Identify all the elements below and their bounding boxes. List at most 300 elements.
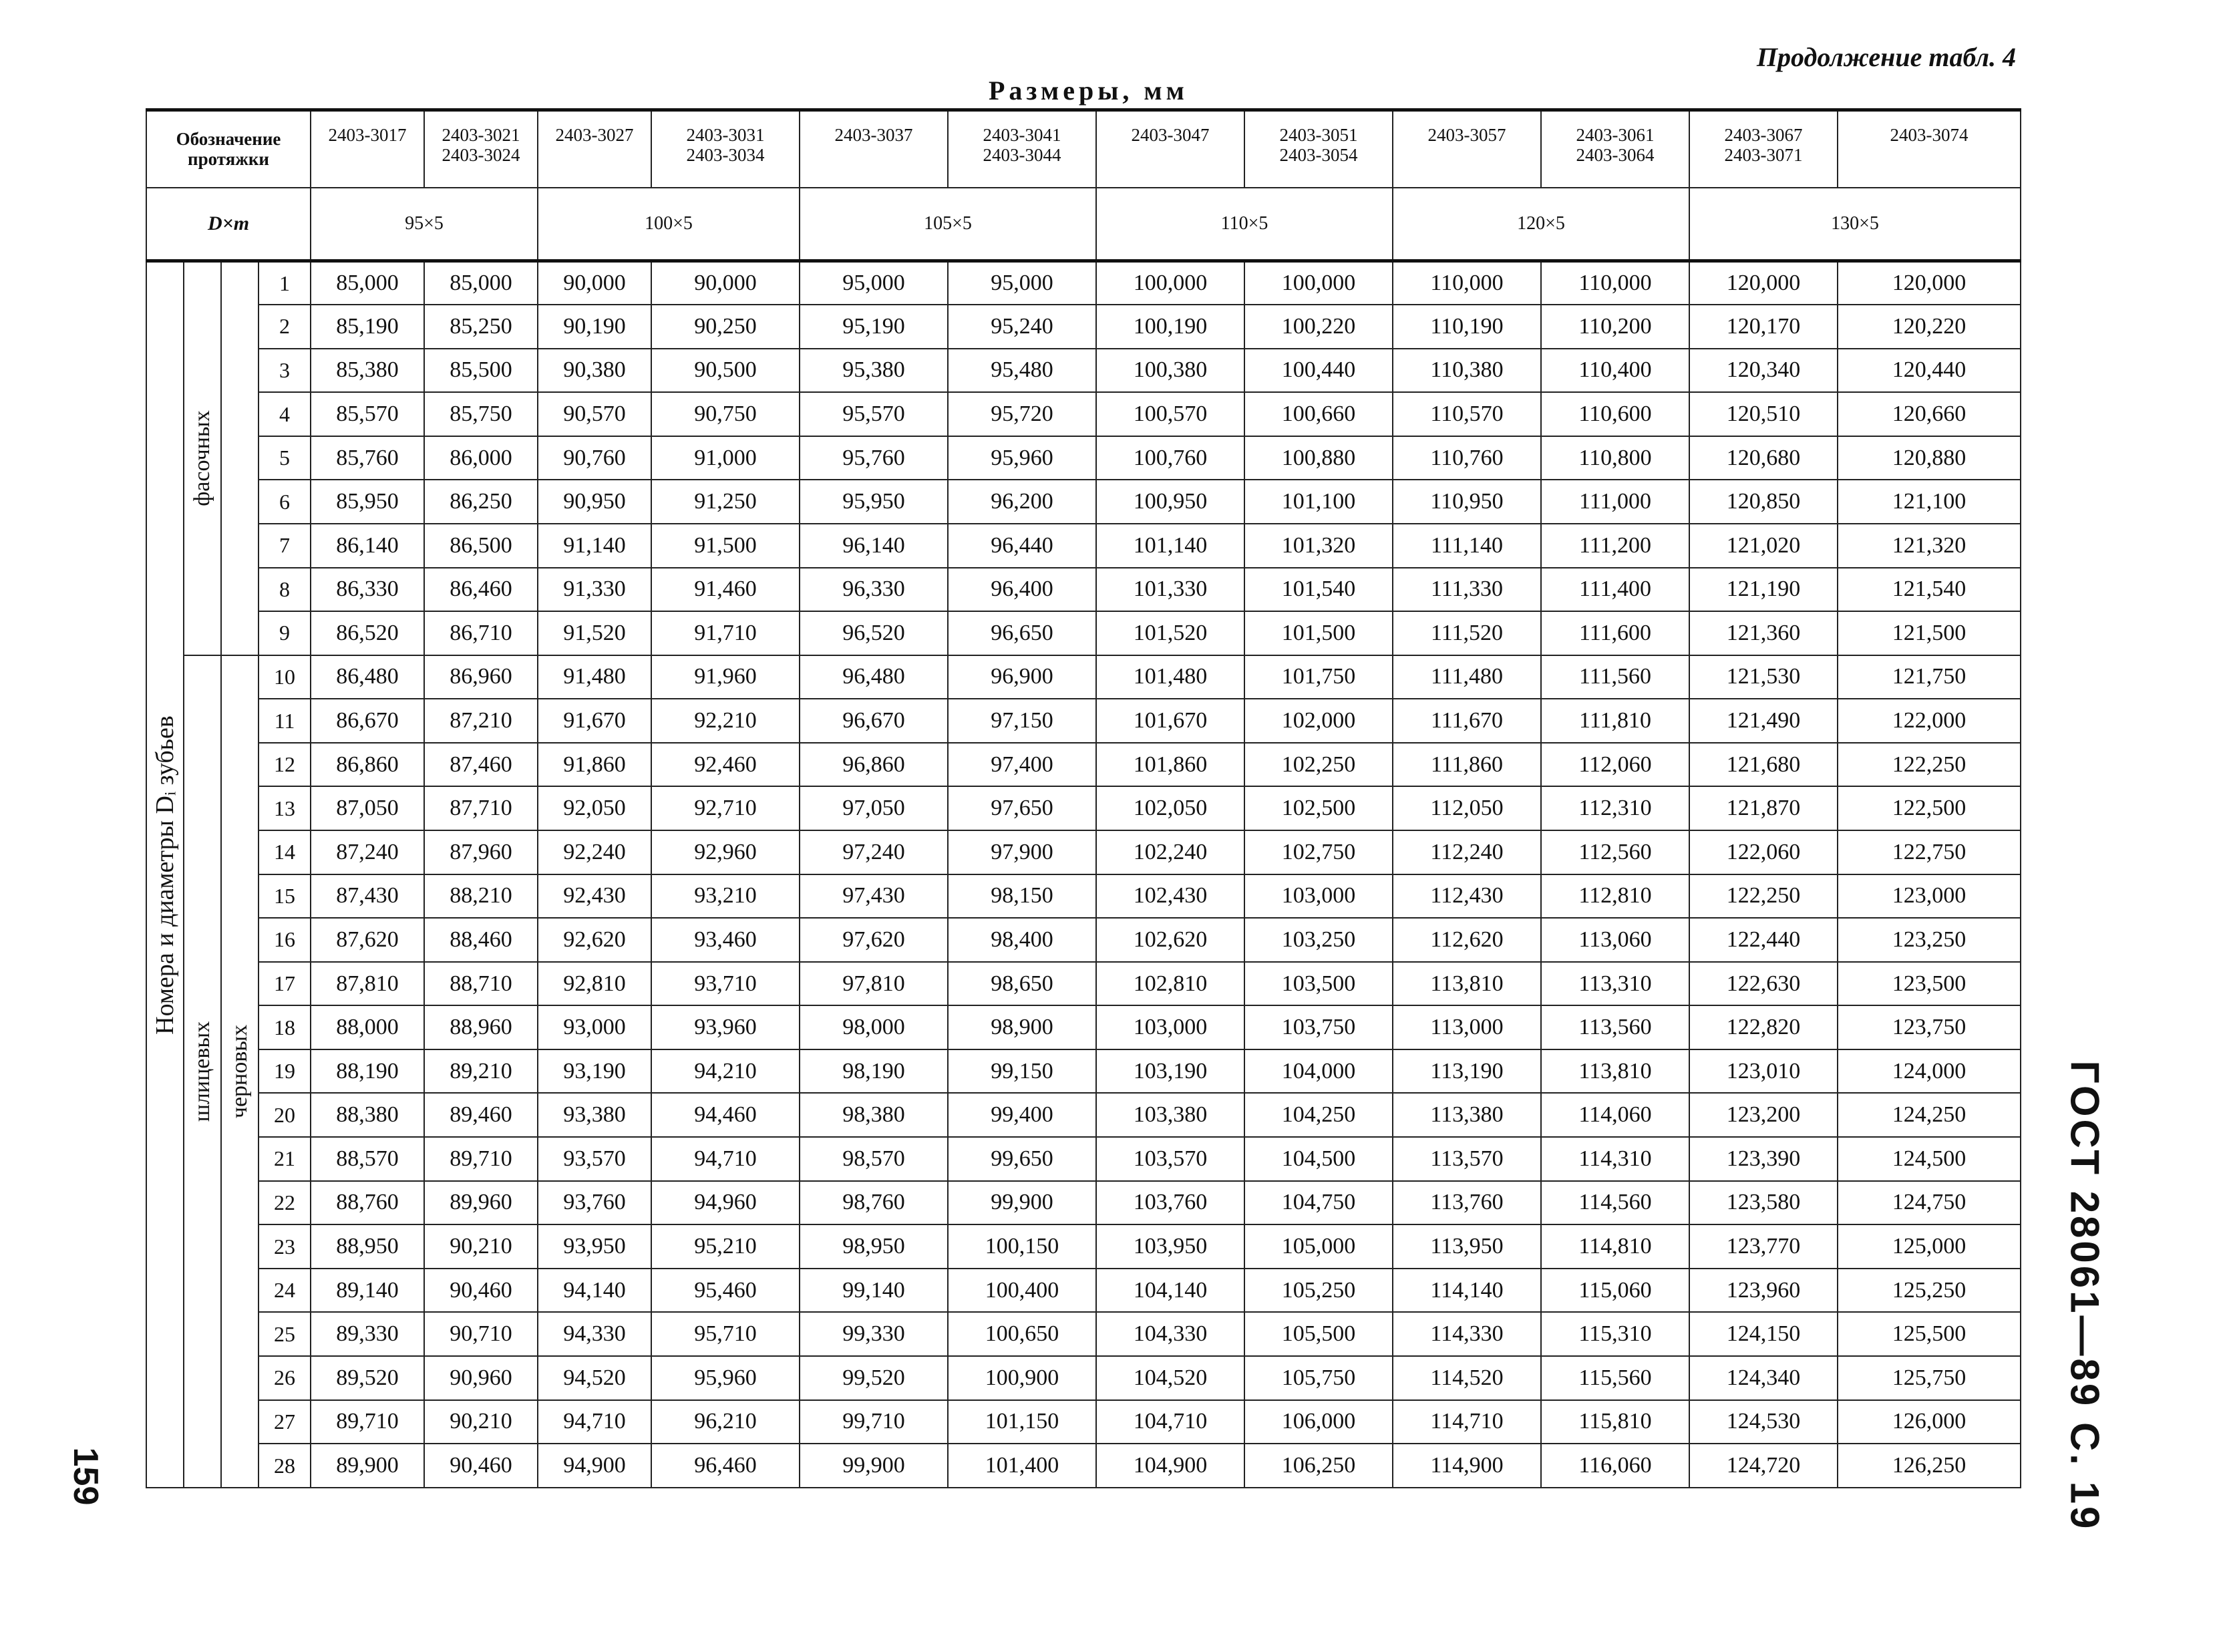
diameter-cell: 96,210 xyxy=(651,1400,800,1444)
diameter-cell: 120,340 xyxy=(1689,349,1838,393)
tooth-number: 21 xyxy=(259,1137,311,1181)
diameter-cell: 90,210 xyxy=(424,1224,538,1269)
diameter-cell: 113,760 xyxy=(1393,1181,1541,1225)
diameter-cell: 98,380 xyxy=(800,1093,948,1137)
diameter-cell: 103,950 xyxy=(1096,1224,1244,1269)
diameter-cell: 99,900 xyxy=(948,1181,1096,1225)
diameter-cell: 85,760 xyxy=(311,436,424,480)
tooth-number: 4 xyxy=(259,392,311,436)
column-code: 2403-3017 xyxy=(311,110,424,188)
diameter-cell: 91,140 xyxy=(538,524,651,568)
tooth-number: 13 xyxy=(259,786,311,830)
diameter-cell: 102,250 xyxy=(1244,743,1393,787)
table-row xyxy=(146,1312,2021,1356)
designation-label: Обозначение протяжки xyxy=(146,110,311,188)
diameter-cell: 97,810 xyxy=(800,962,948,1006)
diameter-cell: 100,880 xyxy=(1244,436,1393,480)
diameter-cell: 110,570 xyxy=(1393,392,1541,436)
diameter-cell: 92,050 xyxy=(538,786,651,830)
diameter-cell: 113,950 xyxy=(1393,1224,1541,1269)
diameter-cell: 86,000 xyxy=(424,436,538,480)
diameter-cell: 100,380 xyxy=(1096,349,1244,393)
diameter-cell: 125,250 xyxy=(1838,1269,2021,1313)
diameter-cell: 104,900 xyxy=(1096,1444,1244,1488)
diameter-cell: 112,620 xyxy=(1393,918,1541,962)
diameter-cell: 91,860 xyxy=(538,743,651,787)
diameter-cell: 100,760 xyxy=(1096,436,1244,480)
diameter-cell: 95,760 xyxy=(800,436,948,480)
row-label-shaped xyxy=(184,261,221,655)
diameter-cell: 124,530 xyxy=(1689,1400,1838,1444)
diameter-cell: 120,000 xyxy=(1689,261,1838,305)
diameter-cell: 100,570 xyxy=(1096,392,1244,436)
diameter-cell: 90,000 xyxy=(651,261,800,305)
column-code: 2403-3057 xyxy=(1393,110,1541,188)
diameter-cell: 111,140 xyxy=(1393,524,1541,568)
diameter-cell: 110,190 xyxy=(1393,305,1541,349)
tooth-number: 28 xyxy=(259,1444,311,1488)
table-row xyxy=(146,480,2021,524)
diameter-cell: 99,150 xyxy=(948,1049,1096,1094)
diameter-cell: 103,000 xyxy=(1096,1005,1244,1049)
diameter-cell: 103,190 xyxy=(1096,1049,1244,1094)
tooth-number: 17 xyxy=(259,962,311,1006)
diameter-cell: 87,810 xyxy=(311,962,424,1006)
table-body xyxy=(146,261,2021,1488)
diameter-cell: 95,460 xyxy=(651,1269,800,1313)
diameter-cell: 100,660 xyxy=(1244,392,1393,436)
diameter-cell: 85,950 xyxy=(311,480,424,524)
diameter-cell: 101,750 xyxy=(1244,655,1393,699)
diameter-cell: 95,210 xyxy=(651,1224,800,1269)
tooth-number: 19 xyxy=(259,1049,311,1094)
table-row xyxy=(146,1269,2021,1313)
table-row xyxy=(146,1005,2021,1049)
diameter-cell: 106,250 xyxy=(1244,1444,1393,1488)
diameter-cell: 86,960 xyxy=(424,655,538,699)
diameter-cell: 122,500 xyxy=(1838,786,2021,830)
diameter-cell: 96,670 xyxy=(800,699,948,743)
diameter-cell: 105,750 xyxy=(1244,1356,1393,1400)
table-row xyxy=(146,699,2021,743)
diameter-cell: 102,500 xyxy=(1244,786,1393,830)
table-row xyxy=(146,1093,2021,1137)
diameter-cell: 88,380 xyxy=(311,1093,424,1137)
diameter-cell: 100,950 xyxy=(1096,480,1244,524)
diameter-cell: 121,680 xyxy=(1689,743,1838,787)
diameter-cell: 123,750 xyxy=(1838,1005,2021,1049)
diameter-cell: 124,340 xyxy=(1689,1356,1838,1400)
diameter-cell: 95,480 xyxy=(948,349,1096,393)
column-code: 2403-3067 2403-3071 xyxy=(1689,110,1838,188)
diameter-cell: 93,000 xyxy=(538,1005,651,1049)
diameter-cell: 101,520 xyxy=(1096,611,1244,655)
diameter-cell: 113,000 xyxy=(1393,1005,1541,1049)
diameter-cell: 120,510 xyxy=(1689,392,1838,436)
diameter-cell: 86,710 xyxy=(424,611,538,655)
diameter-cell: 100,150 xyxy=(948,1224,1096,1269)
tooth-number: 7 xyxy=(259,524,311,568)
diameter-cell: 125,750 xyxy=(1838,1356,2021,1400)
diameter-cell: 101,150 xyxy=(948,1400,1096,1444)
tooth-number: 26 xyxy=(259,1356,311,1400)
table-row xyxy=(146,962,2021,1006)
dm-row xyxy=(146,188,2021,261)
diameter-cell: 97,430 xyxy=(800,874,948,919)
diameter-cell: 122,250 xyxy=(1838,743,2021,787)
row-label-spline xyxy=(184,655,221,1488)
units-caption: Размеры, мм xyxy=(989,75,1188,106)
diameter-cell: 99,520 xyxy=(800,1356,948,1400)
diameter-cell: 122,250 xyxy=(1689,874,1838,919)
diameter-cell: 95,720 xyxy=(948,392,1096,436)
diameter-cell: 120,220 xyxy=(1838,305,2021,349)
diameter-cell: 98,190 xyxy=(800,1049,948,1094)
diameter-cell: 94,460 xyxy=(651,1093,800,1137)
diameter-cell: 95,950 xyxy=(800,480,948,524)
tooth-number: 22 xyxy=(259,1181,311,1225)
table-row xyxy=(146,568,2021,612)
diameter-cell: 126,250 xyxy=(1838,1444,2021,1488)
diameter-cell: 96,480 xyxy=(800,655,948,699)
tooth-number: 23 xyxy=(259,1224,311,1269)
diameter-cell: 89,710 xyxy=(424,1137,538,1181)
diameter-cell: 121,530 xyxy=(1689,655,1838,699)
diameter-cell: 89,330 xyxy=(311,1312,424,1356)
row-label-shaped-text: фасочных xyxy=(190,410,214,507)
diameter-cell: 91,460 xyxy=(651,568,800,612)
diameter-cell: 94,710 xyxy=(651,1137,800,1181)
gost-marker xyxy=(2041,1060,2128,1532)
table-row xyxy=(146,305,2021,349)
diameter-cell: 113,810 xyxy=(1541,1049,1689,1094)
diameter-cell: 113,810 xyxy=(1393,962,1541,1006)
diameter-cell: 121,100 xyxy=(1838,480,2021,524)
diameter-cell: 86,860 xyxy=(311,743,424,787)
tooth-number: 1 xyxy=(259,261,311,305)
diameter-cell: 110,950 xyxy=(1393,480,1541,524)
diameter-cell: 120,440 xyxy=(1838,349,2021,393)
table-row xyxy=(146,436,2021,480)
diameter-cell: 112,560 xyxy=(1541,830,1689,874)
diameter-cell: 91,670 xyxy=(538,699,651,743)
diameter-cell: 89,520 xyxy=(311,1356,424,1400)
diameter-cell: 88,760 xyxy=(311,1181,424,1225)
diameter-cell: 95,190 xyxy=(800,305,948,349)
tooth-number: 2 xyxy=(259,305,311,349)
diameter-cell: 113,310 xyxy=(1541,962,1689,1006)
row-label-main xyxy=(146,261,184,1488)
diameter-cell: 126,000 xyxy=(1838,1400,2021,1444)
diameter-cell: 91,330 xyxy=(538,568,651,612)
diameter-cell: 104,000 xyxy=(1244,1049,1393,1094)
diameter-cell: 97,650 xyxy=(948,786,1096,830)
diameter-cell: 99,400 xyxy=(948,1093,1096,1137)
diameter-cell: 123,770 xyxy=(1689,1224,1838,1269)
diameter-cell: 111,480 xyxy=(1393,655,1541,699)
diameter-cell: 110,600 xyxy=(1541,392,1689,436)
diameter-cell: 100,000 xyxy=(1244,261,1393,305)
diameter-cell: 90,950 xyxy=(538,480,651,524)
tooth-number: 12 xyxy=(259,743,311,787)
diameter-cell: 93,950 xyxy=(538,1224,651,1269)
diameter-cell: 90,000 xyxy=(538,261,651,305)
diameter-cell: 88,950 xyxy=(311,1224,424,1269)
diameter-cell: 113,560 xyxy=(1541,1005,1689,1049)
diameter-cell: 100,900 xyxy=(948,1356,1096,1400)
diameter-cell: 97,400 xyxy=(948,743,1096,787)
diameter-cell: 99,710 xyxy=(800,1400,948,1444)
diameter-cell: 121,870 xyxy=(1689,786,1838,830)
table-row xyxy=(146,786,2021,830)
tooth-number: 10 xyxy=(259,655,311,699)
diameter-cell: 102,000 xyxy=(1244,699,1393,743)
diameter-cell: 93,190 xyxy=(538,1049,651,1094)
diameter-cell: 102,620 xyxy=(1096,918,1244,962)
table-row xyxy=(146,1356,2021,1400)
tooth-number: 18 xyxy=(259,1005,311,1049)
tooth-number: 9 xyxy=(259,611,311,655)
diameter-cell: 90,760 xyxy=(538,436,651,480)
diameter-cell: 93,960 xyxy=(651,1005,800,1049)
diameter-cell: 124,000 xyxy=(1838,1049,2021,1094)
diameter-cell: 112,240 xyxy=(1393,830,1541,874)
diameter-cell: 92,810 xyxy=(538,962,651,1006)
diameter-cell: 92,960 xyxy=(651,830,800,874)
table-row xyxy=(146,874,2021,919)
diameter-cell: 104,750 xyxy=(1244,1181,1393,1225)
diameter-cell: 93,570 xyxy=(538,1137,651,1181)
column-code: 2403-3047 xyxy=(1096,110,1244,188)
diameter-cell: 92,710 xyxy=(651,786,800,830)
table-row xyxy=(146,261,2021,305)
diameter-cell: 111,200 xyxy=(1541,524,1689,568)
diameter-cell: 88,000 xyxy=(311,1005,424,1049)
diameter-cell: 92,460 xyxy=(651,743,800,787)
table-row xyxy=(146,655,2021,699)
diameter-cell: 87,960 xyxy=(424,830,538,874)
diameter-cell: 114,560 xyxy=(1541,1181,1689,1225)
diameter-cell: 98,000 xyxy=(800,1005,948,1049)
diameter-cell: 93,210 xyxy=(651,874,800,919)
diameter-cell: 97,620 xyxy=(800,918,948,962)
diameter-cell: 92,240 xyxy=(538,830,651,874)
diameter-cell: 91,500 xyxy=(651,524,800,568)
diameter-cell: 111,860 xyxy=(1393,743,1541,787)
diameter-cell: 121,320 xyxy=(1838,524,2021,568)
diameter-cell: 97,150 xyxy=(948,699,1096,743)
diameter-cell: 112,050 xyxy=(1393,786,1541,830)
dm-group: 105×5 xyxy=(800,188,1096,261)
table-row xyxy=(146,611,2021,655)
diameter-cell: 91,000 xyxy=(651,436,800,480)
diameter-cell: 98,400 xyxy=(948,918,1096,962)
diameter-cell: 85,000 xyxy=(311,261,424,305)
diameter-cell: 124,150 xyxy=(1689,1312,1838,1356)
diameter-cell: 112,060 xyxy=(1541,743,1689,787)
diameter-cell: 101,320 xyxy=(1244,524,1393,568)
diameter-cell: 103,380 xyxy=(1096,1093,1244,1137)
diameter-cell: 113,190 xyxy=(1393,1049,1541,1094)
diameter-cell: 102,050 xyxy=(1096,786,1244,830)
diameter-cell: 111,000 xyxy=(1541,480,1689,524)
diameter-cell: 85,250 xyxy=(424,305,538,349)
diameter-cell: 96,330 xyxy=(800,568,948,612)
diameter-cell: 92,210 xyxy=(651,699,800,743)
blank-cell xyxy=(221,261,259,655)
diameter-cell: 110,380 xyxy=(1393,349,1541,393)
diameter-cell: 93,710 xyxy=(651,962,800,1006)
diameter-cell: 86,500 xyxy=(424,524,538,568)
diameter-cell: 95,960 xyxy=(651,1356,800,1400)
diameter-cell: 94,210 xyxy=(651,1049,800,1094)
diameter-cell: 88,190 xyxy=(311,1049,424,1094)
diameter-cell: 95,960 xyxy=(948,436,1096,480)
diameter-cell: 115,560 xyxy=(1541,1356,1689,1400)
diameter-cell: 111,810 xyxy=(1541,699,1689,743)
table-row xyxy=(146,1224,2021,1269)
diameter-cell: 97,240 xyxy=(800,830,948,874)
diameter-cell: 125,000 xyxy=(1838,1224,2021,1269)
diameter-cell: 104,250 xyxy=(1244,1093,1393,1137)
diameter-cell: 102,430 xyxy=(1096,874,1244,919)
diameter-cell: 124,250 xyxy=(1838,1093,2021,1137)
diameter-cell: 104,140 xyxy=(1096,1269,1244,1313)
diameter-cell: 121,750 xyxy=(1838,655,2021,699)
diameter-cell: 87,240 xyxy=(311,830,424,874)
diameter-cell: 102,750 xyxy=(1244,830,1393,874)
diameter-cell: 115,310 xyxy=(1541,1312,1689,1356)
diameter-cell: 86,670 xyxy=(311,699,424,743)
diameter-cell: 101,140 xyxy=(1096,524,1244,568)
table-row xyxy=(146,1137,2021,1181)
diameter-cell: 88,570 xyxy=(311,1137,424,1181)
diameter-cell: 99,900 xyxy=(800,1444,948,1488)
diameter-cell: 122,750 xyxy=(1838,830,2021,874)
diameter-cell: 88,710 xyxy=(424,962,538,1006)
diameter-cell: 111,670 xyxy=(1393,699,1541,743)
diameter-cell: 115,060 xyxy=(1541,1269,1689,1313)
diameter-cell: 105,500 xyxy=(1244,1312,1393,1356)
diameter-cell: 113,380 xyxy=(1393,1093,1541,1137)
diameter-cell: 85,570 xyxy=(311,392,424,436)
diameter-cell: 86,520 xyxy=(311,611,424,655)
column-code: 2403-3061 2403-3064 xyxy=(1541,110,1689,188)
gost-text: ГОСТ 28061—89 С. 19 xyxy=(2062,1060,2107,1532)
broach-dimensions-table xyxy=(146,108,2021,1488)
diameter-cell: 121,490 xyxy=(1689,699,1838,743)
diameter-cell: 104,520 xyxy=(1096,1356,1244,1400)
table-row xyxy=(146,1400,2021,1444)
diameter-cell: 93,380 xyxy=(538,1093,651,1137)
diameter-cell: 90,250 xyxy=(651,305,800,349)
diameter-cell: 100,400 xyxy=(948,1269,1096,1313)
diameter-cell: 101,860 xyxy=(1096,743,1244,787)
diameter-cell: 85,750 xyxy=(424,392,538,436)
diameter-cell: 87,710 xyxy=(424,786,538,830)
diameter-cell: 90,710 xyxy=(424,1312,538,1356)
diameter-cell: 120,880 xyxy=(1838,436,2021,480)
diameter-cell: 114,710 xyxy=(1393,1400,1541,1444)
diameter-cell: 87,460 xyxy=(424,743,538,787)
diameter-cell: 121,540 xyxy=(1838,568,2021,612)
diameter-cell: 111,600 xyxy=(1541,611,1689,655)
table-row xyxy=(146,743,2021,787)
diameter-cell: 123,000 xyxy=(1838,874,2021,919)
diameter-cell: 121,360 xyxy=(1689,611,1838,655)
column-code: 2403-3074 xyxy=(1838,110,2021,188)
diameter-cell: 114,330 xyxy=(1393,1312,1541,1356)
diameter-cell: 90,500 xyxy=(651,349,800,393)
diameter-cell: 96,400 xyxy=(948,568,1096,612)
diameter-cell: 98,900 xyxy=(948,1005,1096,1049)
diameter-cell: 110,760 xyxy=(1393,436,1541,480)
diameter-cell: 99,650 xyxy=(948,1137,1096,1181)
diameter-cell: 89,710 xyxy=(311,1400,424,1444)
tooth-number: 8 xyxy=(259,568,311,612)
diameter-cell: 121,020 xyxy=(1689,524,1838,568)
diameter-cell: 124,750 xyxy=(1838,1181,2021,1225)
diameter-cell: 90,210 xyxy=(424,1400,538,1444)
tooth-number: 24 xyxy=(259,1269,311,1313)
diameter-cell: 123,200 xyxy=(1689,1093,1838,1137)
diameter-cell: 96,200 xyxy=(948,480,1096,524)
page-number-text: 159 xyxy=(66,1447,105,1506)
diameter-cell: 123,580 xyxy=(1689,1181,1838,1225)
diameter-cell: 89,960 xyxy=(424,1181,538,1225)
diameter-cell: 111,560 xyxy=(1541,655,1689,699)
column-code: 2403-3051 2403-3054 xyxy=(1244,110,1393,188)
table-row xyxy=(146,830,2021,874)
diameter-cell: 122,000 xyxy=(1838,699,2021,743)
diameter-cell: 123,250 xyxy=(1838,918,2021,962)
row-label-rough-text: черновых xyxy=(227,1024,252,1118)
dm-group: 120×5 xyxy=(1393,188,1689,261)
diameter-cell: 122,440 xyxy=(1689,918,1838,962)
diameter-cell: 95,380 xyxy=(800,349,948,393)
diameter-cell: 98,570 xyxy=(800,1137,948,1181)
page-number xyxy=(59,1436,112,1516)
diameter-cell: 102,810 xyxy=(1096,962,1244,1006)
diameter-cell: 100,190 xyxy=(1096,305,1244,349)
diameter-cell: 87,430 xyxy=(311,874,424,919)
diameter-cell: 123,010 xyxy=(1689,1049,1838,1094)
diameter-cell: 94,140 xyxy=(538,1269,651,1313)
tooth-number: 11 xyxy=(259,699,311,743)
diameter-cell: 99,330 xyxy=(800,1312,948,1356)
diameter-cell: 96,460 xyxy=(651,1444,800,1488)
diameter-cell: 114,520 xyxy=(1393,1356,1541,1400)
diameter-cell: 124,500 xyxy=(1838,1137,2021,1181)
diameter-cell: 94,900 xyxy=(538,1444,651,1488)
row-label-rough xyxy=(221,655,259,1488)
diameter-cell: 105,250 xyxy=(1244,1269,1393,1313)
diameter-cell: 122,060 xyxy=(1689,830,1838,874)
diameter-cell: 101,330 xyxy=(1096,568,1244,612)
column-code: 2403-3021 2403-3024 xyxy=(424,110,538,188)
column-code: 2403-3041 2403-3044 xyxy=(948,110,1096,188)
column-code: 2403-3037 xyxy=(800,110,948,188)
diameter-cell: 99,140 xyxy=(800,1269,948,1313)
diameter-cell: 114,060 xyxy=(1541,1093,1689,1137)
diameter-cell: 91,710 xyxy=(651,611,800,655)
diameter-cell: 111,330 xyxy=(1393,568,1541,612)
diameter-cell: 91,250 xyxy=(651,480,800,524)
tooth-number: 27 xyxy=(259,1400,311,1444)
diameter-cell: 87,210 xyxy=(424,699,538,743)
diameter-cell: 121,190 xyxy=(1689,568,1838,612)
diameter-cell: 120,660 xyxy=(1838,392,2021,436)
